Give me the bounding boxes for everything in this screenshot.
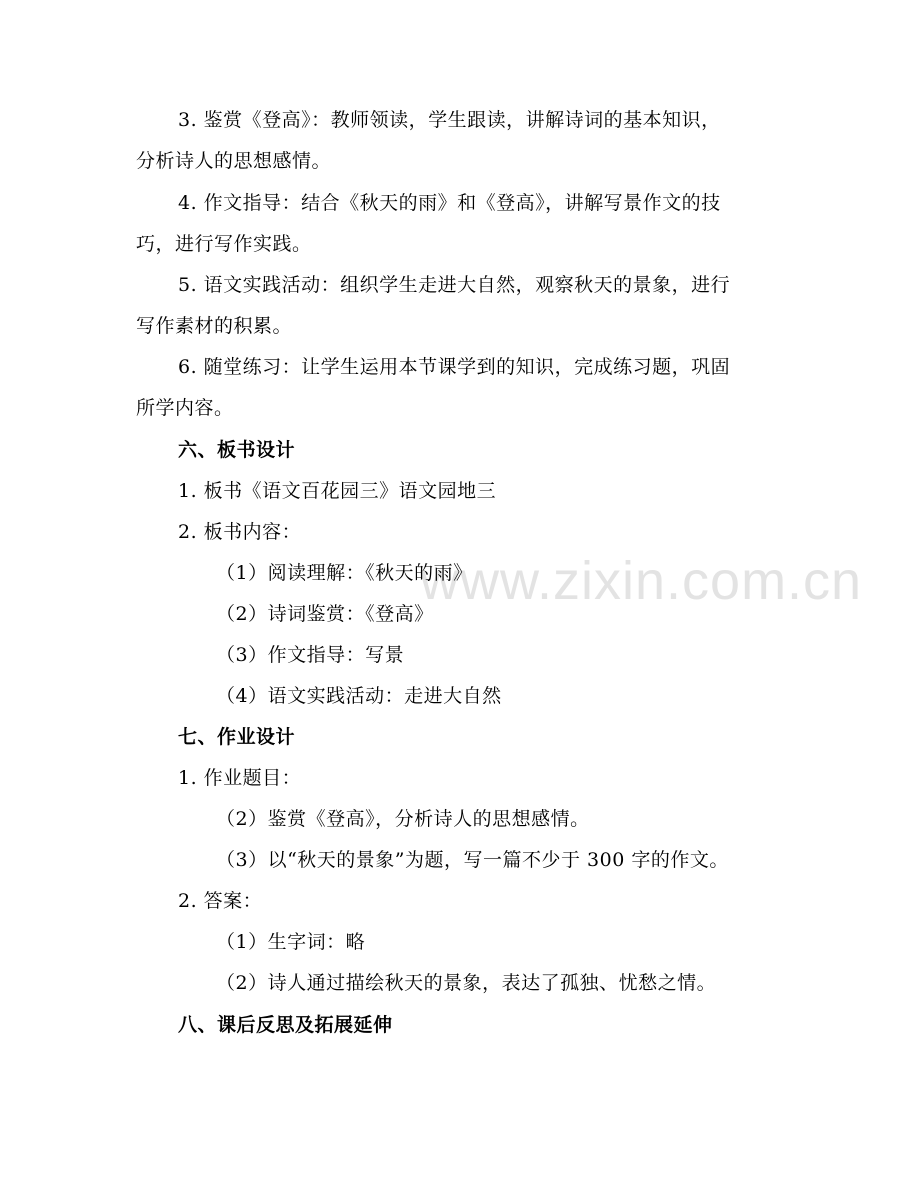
step-6-line-2: 所学内容。 [136,397,234,419]
section-7-item-1: 1. 作业题目： [178,767,302,789]
section-6-sub-2: （2）诗词鉴赏：《登高》 [216,603,434,625]
section-6-heading: 六、板书设计 [178,439,296,461]
section-6-item-2: 2. 板书内容： [178,521,302,543]
section-7-item-2: 2. 答案： [178,890,263,912]
section-6-item-1: 1. 板书《语文百花园三》语文园地三 [178,480,497,502]
step-3-line-1: 3. 鉴赏《登高》：教师领读，学生跟读，讲解诗词的基本知识， [178,109,721,131]
step-5-line-1: 5. 语文实践活动：组织学生走进大自然，观察秋天的景象，进行 [178,274,731,296]
step-3-line-2: 分析诗人的思想感情。 [136,150,332,172]
section-7-sub-2: （3）以“秋天的景象”为题，写一篇不少于 300 字的作文。 [216,849,729,871]
step-6-line-1: 6. 随堂练习：让学生运用本节课学到的知识，完成练习题，巩固 [178,356,731,378]
watermark: www.zixin.com.cn [420,551,863,611]
section-8-heading: 八、课后反思及拓展延伸 [178,1014,393,1036]
step-4-line-2: 巧，进行写作实践。 [136,233,312,255]
section-7-sub-1: （2）鉴赏《登高》，分析诗人的思想感情。 [216,808,590,830]
section-6-sub-1: （1）阅读理解：《秋天的雨》 [216,562,473,584]
step-4-line-1: 4. 作文指导：结合《秋天的雨》和《登高》，讲解写景作文的技 [178,192,721,214]
step-5-line-2: 写作素材的积累。 [136,315,293,337]
section-6-sub-3: （3）作文指导：写景 [216,644,405,666]
section-7-answer-1: （1）生字词：略 [216,931,366,953]
section-6-sub-4: （4）语文实践活动：走进大自然 [216,685,502,707]
section-7-answer-2: （2）诗人通过描绘秋天的景象，表达了孤独、忧愁之情。 [216,972,717,994]
section-7-heading: 七、作业设计 [178,726,296,748]
